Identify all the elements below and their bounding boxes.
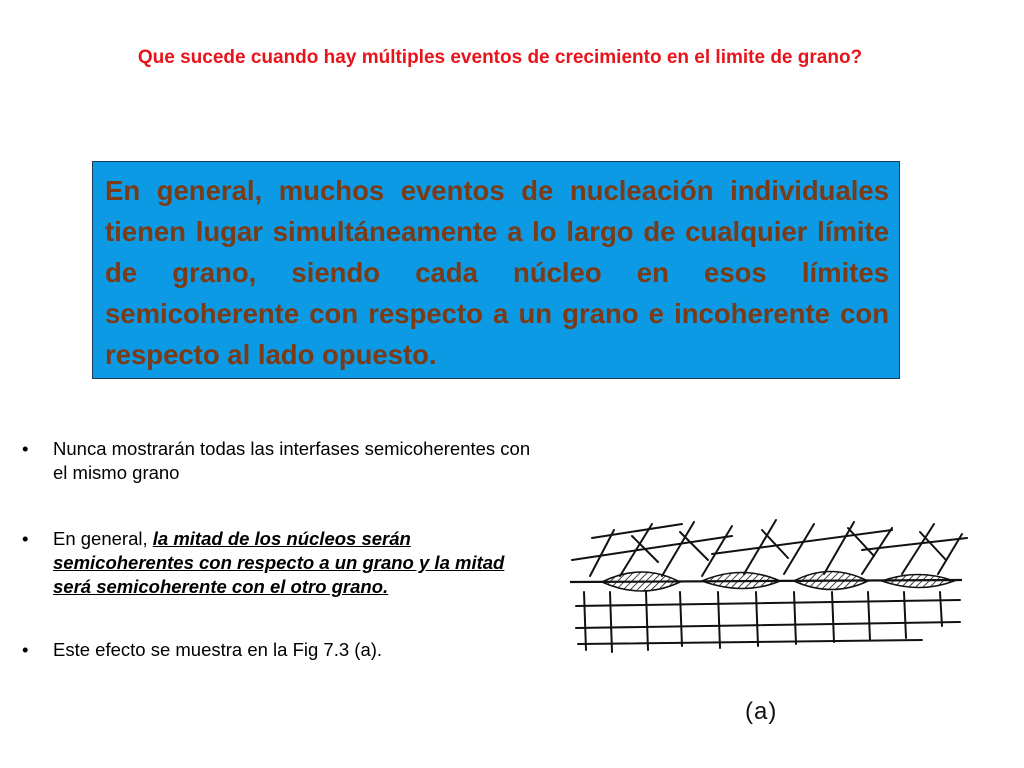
slide-title: Que sucede cuando hay múltiples eventos de crecimiento en el limite de grano? [137,47,863,68]
bullet-item-3 [22,638,542,662]
bullet-item-2 [22,527,542,599]
upper-grain-lattice [572,520,967,576]
bullet-marker: • [22,438,29,459]
bullet-text-3: Este efecto se muestra en la Fig 7.3 (a). [53,639,383,660]
bullet-marker: • [22,528,29,549]
lower-grain-lattice [576,592,960,652]
bullet-text-1: Nunca mostrarán todas las interfases semicoherentes con el mismo grano [53,438,531,483]
bullet-marker: • [22,639,29,660]
bullet-text-2-emphasis: la mitad de los núcleos serán semicoherentes con respecto a un grano y la mitad será semicoherente con el otro grano. [53,528,505,597]
grain-boundary-figure [562,516,972,728]
figure-label: (a) [745,698,778,725]
bullet-item-1 [22,437,542,485]
callout-text: En general, muchos eventos de nucleación individuales tienen lugar simultáneamente a lo largo de cualquier límite de grano, siendo cada núcleo en esos límites semicoherente con respecto a un grano e incoherente con respecto al lado opuesto. [105,175,889,370]
bullet-list [22,437,542,662]
bullet-text-2-prefix: En general, [53,528,153,549]
callout-box [92,161,900,379]
